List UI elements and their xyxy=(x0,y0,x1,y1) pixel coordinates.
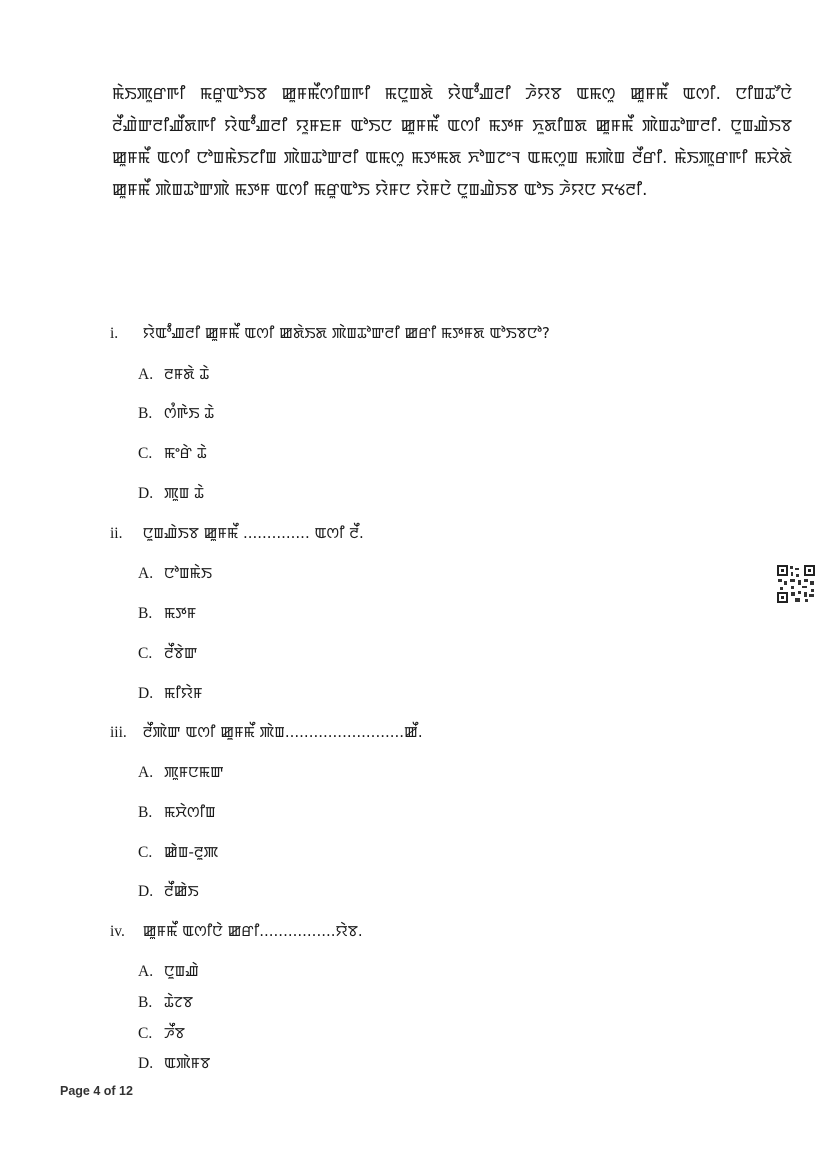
option-label: C. xyxy=(138,844,153,861)
question-number: ii. xyxy=(110,525,123,542)
option-label: D. xyxy=(138,1055,154,1072)
option-3c xyxy=(138,841,218,862)
option-label: B. xyxy=(138,605,153,622)
question-4 xyxy=(110,920,363,941)
question-text: ꯂꯩꯄꯥꯛ ꯑꯁꯤ ꯀꯨꯝꯃꯩ ꯄꯥꯡ.........................ꯀꯩ. xyxy=(142,723,423,741)
option-text: ꯄꯨꯝꯅꯃꯛ xyxy=(164,763,224,781)
question-number: iii. xyxy=(110,724,127,741)
qr-code-icon xyxy=(776,564,816,604)
option-label: A. xyxy=(138,764,154,781)
option-label: A. xyxy=(138,565,154,582)
option-label: C. xyxy=(138,445,153,462)
question-text: ꯌꯥꯑꯣꯪꯉꯂꯤ ꯀꯨꯝꯃꯩ ꯑꯁꯤ ꯀꯗꯥꯏꯗ ꯄꯥꯡꯊꯣꯛꯂꯤ ꯀꯔꯤ ꯃꯇꯝꯗ ꯑꯣꯏꯕꯅꯣ? xyxy=(142,324,550,342)
option-2a xyxy=(138,562,212,583)
option-4b xyxy=(138,991,193,1012)
option-text: ꯃꯤꯌꯥꯝ xyxy=(164,684,203,702)
question-number: iv. xyxy=(110,923,125,940)
option-label: A. xyxy=(138,366,154,383)
option-label: D. xyxy=(138,485,154,502)
option-text: ꯅꯨꯡꯉꯥ xyxy=(164,962,199,980)
option-2c xyxy=(138,642,197,663)
option-1c xyxy=(138,442,207,463)
page-number-footer: Page 4 of 12 xyxy=(60,1084,133,1098)
question-1 xyxy=(110,322,550,343)
option-text: ꯊꯥꯖꯕ xyxy=(164,993,193,1011)
option-4a xyxy=(138,960,199,981)
option-text: ꯅꯣꯡꯃꯥꯏ xyxy=(164,564,212,582)
option-label: A. xyxy=(138,963,154,980)
option-label: D. xyxy=(138,685,154,702)
option-text: ꯂꯝꯗꯥ ꯊꯥ xyxy=(164,365,210,383)
question-3 xyxy=(110,721,423,742)
option-label: B. xyxy=(138,804,153,821)
question-text: ꯀꯨꯝꯃꯩ ꯑꯁꯤꯅꯥ ꯀꯔꯤ................ꯌꯥꯕ. xyxy=(142,922,363,940)
option-label: C. xyxy=(138,645,153,662)
question-number: i. xyxy=(110,325,119,342)
option-text: ꯂꯩꯀꯥꯏ xyxy=(164,882,199,900)
option-text: ꯂꯩꯕꯥꯛ xyxy=(164,644,198,662)
option-text: ꯃꯆꯥꯁꯤꯡ xyxy=(164,803,216,821)
option-text: ꯃꯦꯔꯥ ꯊꯥ xyxy=(164,444,207,462)
option-1a xyxy=(138,363,209,384)
option-1b xyxy=(138,402,214,423)
question-2 xyxy=(110,522,364,543)
option-text: ꯍꯩꯕ xyxy=(164,1024,185,1042)
passage-paragraph: ꯃꯥꯏꯄꯨꯔꯒꯤ ꯃꯔꯨꯑꯣꯏꯕ ꯀꯨꯝꯃꯩꯁꯤꯡꯒꯤ ꯃꯅꯨꯡꯗꯥ ꯌꯥꯑꯣꯪꯉꯂꯤ ꯍꯥꯌꯕ ꯑꯃꯁꯨ ꯀꯨꯝꯃꯩ ꯑꯁꯤ. ꯅꯤꯡꯊꯧꯅꯥ ꯂꯩꯉꯥꯛꯂꯤꯉꯩꯗꯒꯤ ꯌꯥꯑꯣꯪꯉꯂꯤ ꯌꯨꯝꯐꯝ ꯑꯣꯏꯅ ꯀꯨꯝꯃꯩ ꯑꯁꯤ ꯃꯇꯝ ꯈꯨꯗꯤꯡꯗ ꯀꯨꯝꯃꯩ ꯄꯥꯡꯊꯣꯛꯂꯤ. ꯅꯨꯡꯉꯥꯏꯕ ꯀꯨꯝꯃꯩ ꯑꯁꯤ ꯅꯣꯡꯃꯥꯏꯖꯤꯡ ꯄꯥꯡꯊꯣꯛꯂꯤ ꯑꯃꯁꯨ ꯃꯇꯃꯗ ꯈꯣꯡꯖꯦꯜ ꯑꯃꯁꯨꯡ ꯃꯄꯥꯡ ꯂꯩꯔꯤ. ꯃꯥꯏꯄꯨꯔꯒꯤ ꯃꯆꯥꯗꯥ ꯀꯨꯝꯃꯩ ꯄꯥꯡꯊꯣꯛꯄꯥ ꯃꯇꯝ ꯑꯁꯤ ꯃꯔꯨꯑꯣꯏ ꯌꯥꯝꯅ ꯌꯥꯝꯅꯥ ꯅꯨꯡꯉꯥꯏꯕ ꯑꯣꯏ ꯍꯥꯌꯅ ꯆꯠꯂꯤ. xyxy=(112,84,792,199)
option-text: ꯃꯇꯝ xyxy=(164,604,197,622)
option-2b xyxy=(138,602,196,623)
option-label: C. xyxy=(138,1025,153,1042)
question-text: ꯅꯨꯡꯉꯥꯏꯕ ꯀꯨꯝꯃꯩ .............. ꯑꯁꯤ ꯂꯩ. xyxy=(142,524,364,542)
option-label: D. xyxy=(138,883,154,900)
option-4d xyxy=(138,1052,210,1073)
option-4c xyxy=(138,1022,185,1043)
option-3d xyxy=(138,880,199,901)
option-1d xyxy=(138,482,204,503)
option-3b xyxy=(138,801,216,822)
option-text: ꯄꯨꯡ ꯊꯥ xyxy=(164,484,204,502)
option-text: ꯁꯪꯒꯥꯏ ꯊꯥ xyxy=(164,404,214,422)
option-3a xyxy=(138,761,224,782)
option-label: B. xyxy=(138,405,153,422)
option-text: ꯑꯄꯥꯝꯕ xyxy=(164,1054,211,1072)
option-text: ꯀꯥꯡ-ꯂꯨꯄ xyxy=(164,843,219,861)
option-label: B. xyxy=(138,994,153,1011)
option-2d xyxy=(138,682,203,703)
